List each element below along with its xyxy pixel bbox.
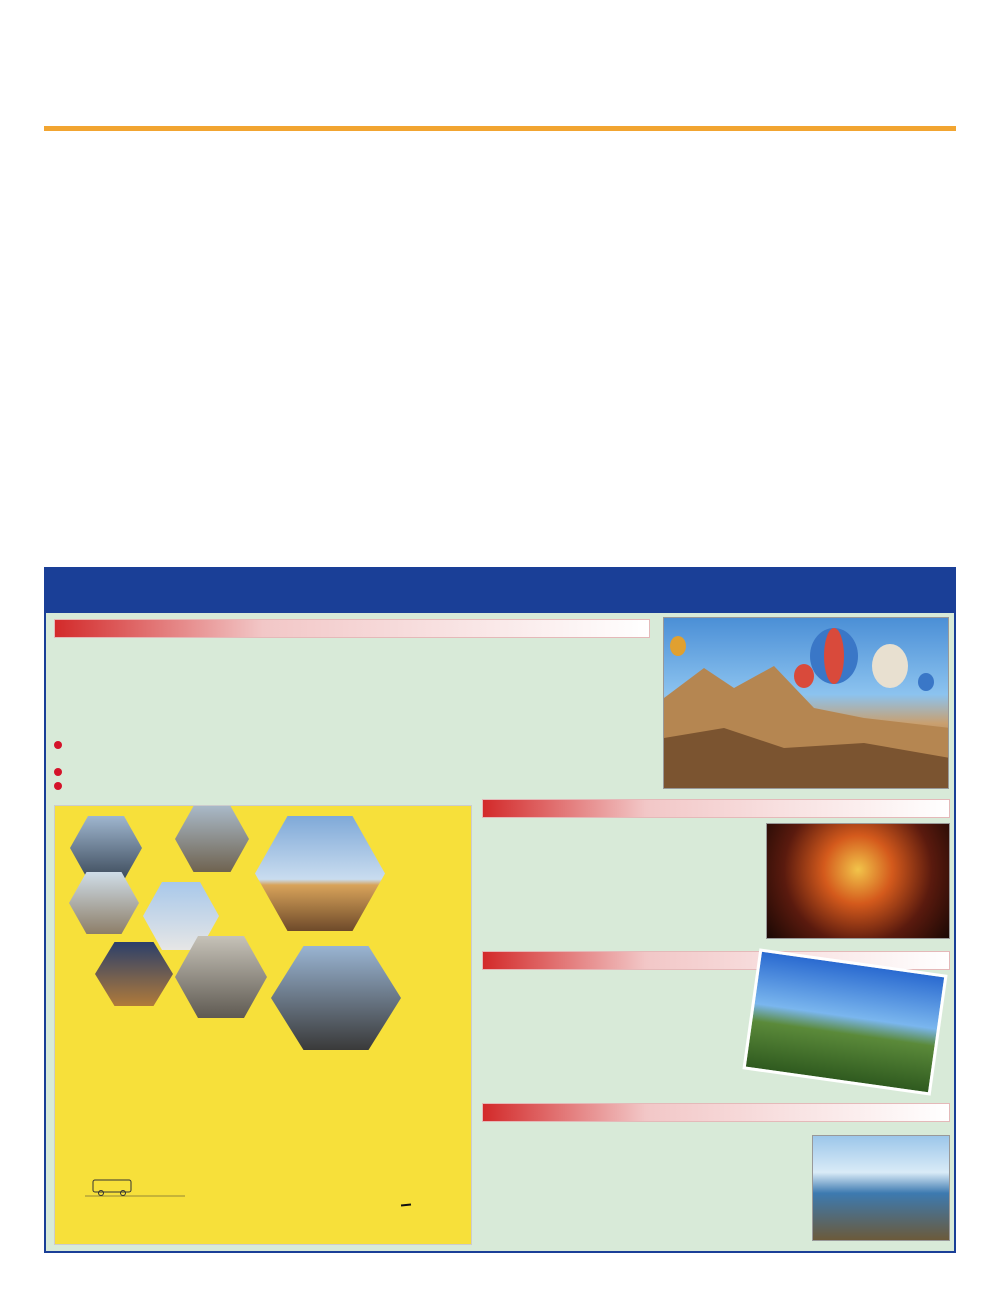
ankara-section [482, 799, 950, 818]
ad-hex-photo [69, 872, 139, 934]
ankara-header [482, 799, 950, 818]
istanbul-header [54, 619, 650, 638]
social-events-banner [44, 567, 956, 613]
ad-hex-bridge [95, 942, 173, 1006]
logo-you [401, 1203, 411, 1206]
headline-rule [44, 126, 956, 131]
logo-see [379, 1180, 387, 1181]
bus-icon [85, 1176, 185, 1198]
ad-hex-photo [175, 806, 249, 872]
cave-photo [766, 823, 950, 939]
seeyou-travel-ad [54, 805, 472, 1245]
izmir-photo [742, 948, 947, 1095]
istanbul-section [54, 619, 650, 638]
bursa-header [482, 1103, 950, 1122]
daily-tour [54, 779, 66, 793]
istanbul-tour-table [54, 641, 654, 801]
social-events-panel [44, 613, 956, 1253]
ad-hex-eiffel [255, 816, 385, 931]
bursa-section [482, 1103, 950, 1122]
bosphorus-photo [812, 1135, 950, 1241]
seeyou-logo [373, 1180, 463, 1240]
ad-hex-group [271, 946, 401, 1050]
ad-hex-photo [70, 816, 142, 880]
daily-tour [54, 765, 66, 779]
north-tour [54, 739, 66, 753]
cappadocia-photo [663, 617, 949, 789]
